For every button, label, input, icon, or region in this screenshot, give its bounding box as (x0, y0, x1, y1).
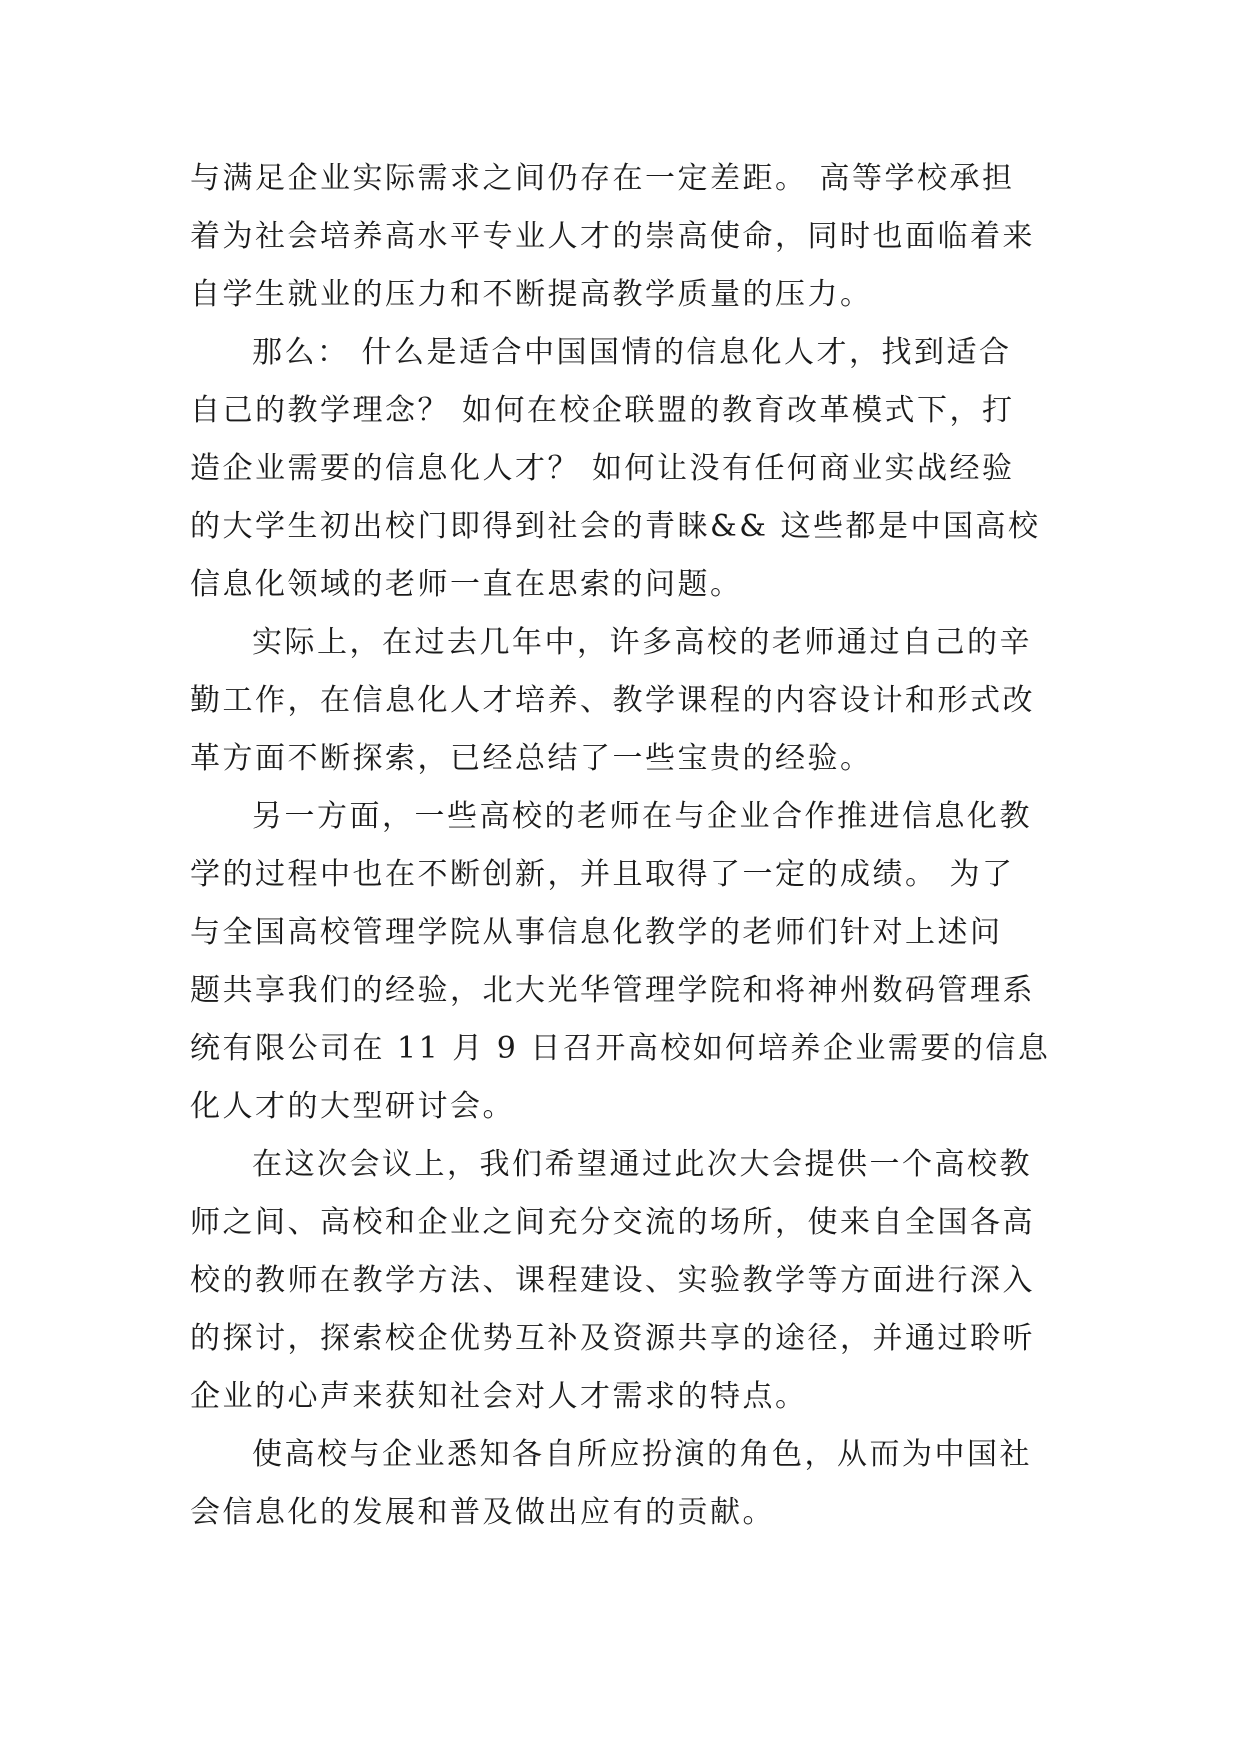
text-line: 与满足企业实际需求之间仍存在一定差距。 高等学校承担 (190, 161, 1015, 196)
text-line: 师之间、高校和企业之间充分交流的场所，使来自全国各高 (190, 1205, 1035, 1240)
paragraph-1 (190, 150, 1050, 324)
text-line: 的探讨，探索校企优势互补及资源共享的途径，并通过聆听 (190, 1321, 1035, 1356)
text-line: 统有限公司在 11 月 9 日召开高校如何培养企业需要的信息 (190, 1031, 1050, 1066)
paragraph-5 (190, 1136, 1050, 1426)
text-line: 自学生就业的压力和不断提高教学质量的压力。 (190, 277, 873, 312)
text-line: 实际上，在过去几年中，许多高校的老师通过自己的辛 (252, 625, 1032, 660)
text-line: 校的教师在教学方法、课程建设、实验教学等方面进行深入 (190, 1263, 1035, 1298)
text-line: 信息化领域的老师一直在思索的问题。 (190, 567, 743, 602)
text-line: 使高校与企业悉知各自所应扮演的角色，从而为中国社 (252, 1437, 1032, 1472)
text-line: 另一方面，一些高校的老师在与企业合作推进信息化教 (252, 799, 1032, 834)
text-line: 题共享我们的经验，北大光华管理学院和将神州数码管理系 (190, 973, 1035, 1008)
text-line: 着为社会培养高水平专业人才的崇高使命，同时也面临着来 (190, 219, 1035, 254)
text-line: 的大学生初出校门即得到社会的青睐&& 这些都是中国高校 (190, 509, 1041, 544)
text-line: 勤工作，在信息化人才培养、教学课程的内容设计和形式改 (190, 683, 1035, 718)
text-line: 企业的心声来获知社会对人才需求的特点。 (190, 1379, 808, 1414)
paragraph-3 (190, 614, 1050, 788)
text-line: 自己的教学理念？ 如何在校企联盟的教育改革模式下，打 (190, 393, 1015, 428)
paragraph-2 (190, 324, 1050, 614)
paragraph-6 (190, 1426, 1050, 1542)
text-line: 革方面不断探索，已经总结了一些宝贵的经验。 (190, 741, 873, 776)
text-line: 造企业需要的信息化人才？ 如何让没有任何商业实战经验 (190, 451, 1015, 486)
text-line: 化人才的大型研讨会。 (190, 1089, 515, 1124)
text-line: 学的过程中也在不断创新，并且取得了一定的成绩。 为了 (190, 857, 1015, 892)
text-line: 会信息化的发展和普及做出应有的贡献。 (190, 1495, 775, 1530)
body-text (190, 150, 1050, 1542)
text-line: 在这次会议上，我们希望通过此次大会提供一个高校教 (252, 1147, 1032, 1182)
text-line: 与全国高校管理学院从事信息化教学的老师们针对上述问 (190, 915, 1003, 950)
text-line: 那么： 什么是适合中国国情的信息化人才，找到适合 (252, 335, 1012, 370)
paragraph-4 (190, 788, 1050, 1136)
